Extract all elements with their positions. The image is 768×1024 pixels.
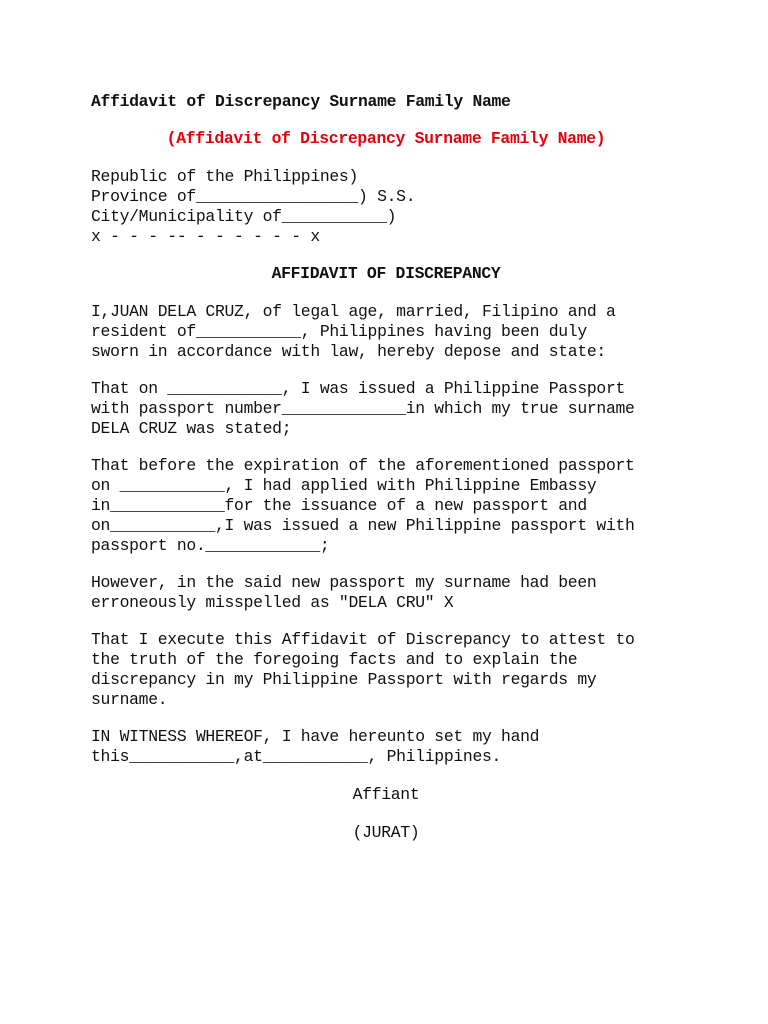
- document-subtitle: (Affidavit of Discrepancy Surname Family Name): [166, 129, 606, 148]
- affiant-signature-label: Affiant: [352, 785, 420, 804]
- affidavit-document: [91, 92, 691, 843]
- paragraph-first-passport: [91, 379, 691, 439]
- venue-caption: [91, 167, 691, 247]
- paragraph-line: That on ____________, I was issued a Philippine Passport: [91, 379, 626, 398]
- paragraph-line: erroneously misspelled as "DELA CRU" X: [91, 593, 454, 612]
- paragraph-line: However, in the said new passport my surname had been: [91, 573, 597, 592]
- paragraph-line: discrepancy in my Philippine Passport with regards my: [91, 670, 597, 689]
- document-title: Affidavit of Discrepancy Surname Family Name: [91, 92, 511, 111]
- paragraph-line: resident of___________, Philippines having been duly: [91, 322, 587, 341]
- paragraph-line: with passport number_____________in which my true surname: [91, 399, 635, 418]
- caption-line: City/Municipality of___________): [91, 207, 397, 226]
- jurat-label: (JURAT): [352, 823, 420, 842]
- paragraph-purpose: [91, 630, 691, 710]
- paragraph-line: sworn in accordance with law, hereby depose and state:: [91, 342, 606, 361]
- paragraph-line: surname.: [91, 690, 168, 709]
- paragraph-line: That before the expiration of the aforementioned passport: [91, 456, 635, 475]
- paragraph-line: in____________for the issuance of a new passport and: [91, 496, 587, 515]
- paragraph-line: I,JUAN DELA CRUZ, of legal age, married, Filipino and a: [91, 302, 616, 321]
- paragraph-line: That I execute this Affidavit of Discrepancy to attest to: [91, 630, 635, 649]
- caption-line: x - - - -- - - - - - - x: [91, 227, 320, 246]
- paragraph-line: this___________,at___________, Philippines.: [91, 747, 502, 766]
- paragraph-line: DELA CRUZ was stated;: [91, 419, 292, 438]
- paragraph-new-passport: [91, 456, 691, 556]
- paragraph-line: passport no.____________;: [91, 536, 330, 555]
- caption-line: Province of_________________) S.S.: [91, 187, 416, 206]
- paragraph-misspelling: [91, 573, 691, 613]
- caption-line: Republic of the Philippines): [91, 167, 359, 186]
- paragraph-witness: [91, 727, 691, 767]
- paragraph-identity: [91, 302, 691, 362]
- paragraph-line: the truth of the foregoing facts and to explain the: [91, 650, 578, 669]
- paragraph-line: on___________,I was issued a new Philippine passport with: [91, 516, 635, 535]
- affidavit-heading: AFFIDAVIT OF DISCREPANCY: [271, 264, 501, 283]
- paragraph-line: IN WITNESS WHEREOF, I have hereunto set my hand: [91, 727, 540, 746]
- paragraph-line: on ___________, I had applied with Philippine Embassy: [91, 476, 597, 495]
